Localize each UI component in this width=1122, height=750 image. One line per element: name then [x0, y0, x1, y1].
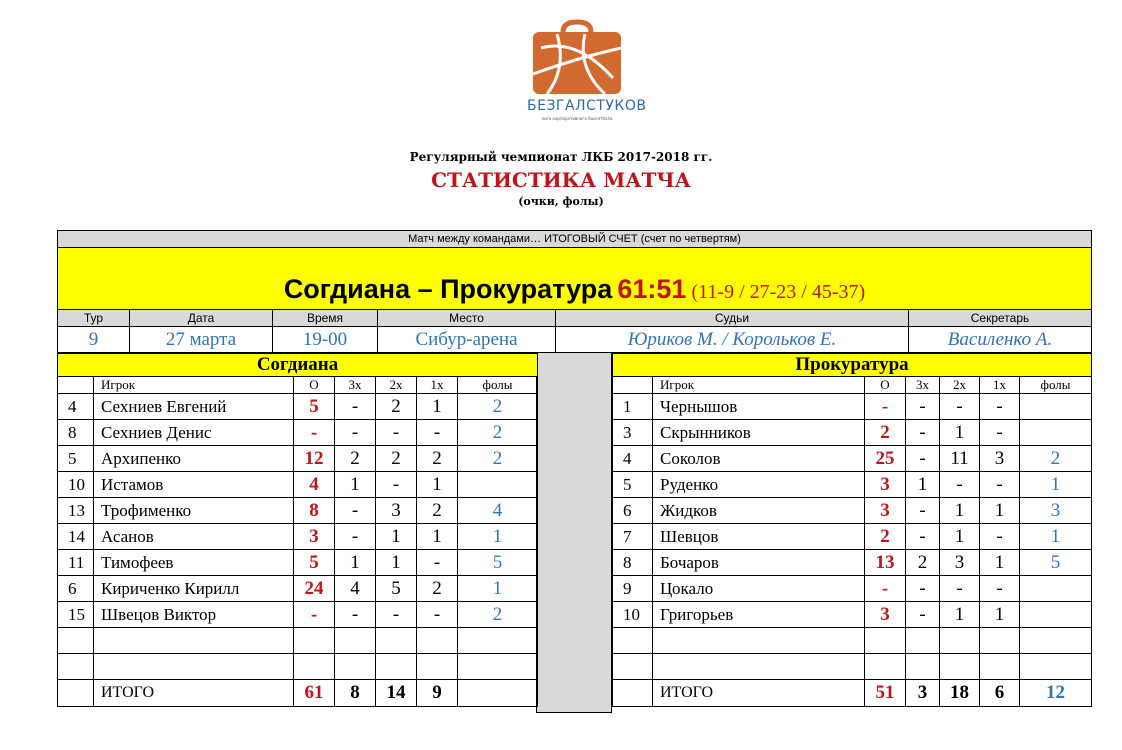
table-row: [58, 602, 538, 628]
player-three: -: [906, 498, 940, 524]
player-one: 1: [417, 524, 458, 550]
player-two: 1: [376, 550, 417, 576]
logo-tagline: лига корпоративного баскетбола: [541, 116, 613, 121]
player-points: 3: [294, 524, 335, 550]
player-points: 25: [865, 446, 906, 472]
player-number: [58, 654, 94, 680]
player-two: -: [940, 472, 980, 498]
player-name: Трофименко: [94, 498, 294, 524]
player-points: [865, 628, 906, 654]
player-two: [376, 654, 417, 680]
player-name: Бочаров: [653, 550, 865, 576]
player-one: 2: [417, 498, 458, 524]
total-one: 6: [980, 680, 1020, 707]
player-number: 6: [58, 576, 94, 602]
player-points: 2: [865, 420, 906, 446]
value-date: 27 марта: [130, 327, 273, 353]
player-points: 5: [294, 550, 335, 576]
player-name: [653, 628, 865, 654]
player-three: -: [335, 524, 376, 550]
player-name: Истамов: [94, 472, 294, 498]
player-fouls: 1: [458, 576, 538, 602]
col-number: [613, 377, 653, 394]
player-two: 1: [940, 524, 980, 550]
player-three: [906, 628, 940, 654]
table-row: [58, 420, 538, 446]
total-two: 18: [940, 680, 980, 707]
player-name: Асанов: [94, 524, 294, 550]
col-one: 1х: [980, 377, 1020, 394]
col-three: 3х: [906, 377, 940, 394]
player-number: 6: [613, 498, 653, 524]
player-three: -: [335, 602, 376, 628]
total-label: ИТОГО: [653, 680, 865, 707]
player-three: -: [906, 420, 940, 446]
player-one: 1: [980, 550, 1020, 576]
player-number: 4: [613, 446, 653, 472]
col-fouls: фолы: [458, 377, 538, 394]
player-fouls: 3: [1020, 498, 1092, 524]
player-one: [980, 654, 1020, 680]
value-venue: Сибур-арена: [378, 327, 556, 353]
player-three: 4: [335, 576, 376, 602]
player-points: -: [294, 420, 335, 446]
table-row: [613, 628, 1092, 654]
match-quarters: (11-9 / 27-23 / 45-37): [691, 281, 866, 303]
player-two: -: [376, 472, 417, 498]
player-number: [613, 628, 653, 654]
player-number: 8: [58, 420, 94, 446]
col-two: 2х: [940, 377, 980, 394]
table-row: [58, 628, 538, 654]
player-fouls: [1020, 576, 1092, 602]
player-fouls: [458, 628, 538, 654]
player-points: [294, 654, 335, 680]
col-points: О: [294, 377, 335, 394]
player-three: 1: [906, 472, 940, 498]
player-points: 8: [294, 498, 335, 524]
match-banner: Матч между командами… ИТОГОВЫЙ СЧЕТ (счет по четвертям): [58, 231, 1092, 248]
team-right-table: [612, 353, 1092, 707]
player-name: Сехниев Евгений: [94, 394, 294, 420]
table-row: [613, 576, 1092, 602]
player-name: Швецов Виктор: [94, 602, 294, 628]
player-fouls: [458, 472, 538, 498]
player-fouls: 1: [458, 524, 538, 550]
team-left-total-row: [58, 680, 538, 707]
player-points: 24: [294, 576, 335, 602]
player-two: 3: [376, 498, 417, 524]
player-name: Скрынников: [653, 420, 865, 446]
col-player: Игрок: [653, 377, 865, 394]
player-name: Шевцов: [653, 524, 865, 550]
player-points: 3: [865, 498, 906, 524]
value-referees: Юриков М. / Корольков Е.: [556, 327, 909, 353]
player-one: 3: [980, 446, 1020, 472]
match-score-line: [58, 248, 1092, 310]
table-row: [613, 446, 1092, 472]
table-row: [58, 550, 538, 576]
player-name: [94, 654, 294, 680]
table-row: [58, 472, 538, 498]
player-number: [613, 654, 653, 680]
table-row: [58, 394, 538, 420]
total-number: [58, 680, 94, 707]
total-three: 8: [335, 680, 376, 707]
player-two: 1: [376, 524, 417, 550]
player-fouls: 2: [1020, 446, 1092, 472]
player-name: Архипенко: [94, 446, 294, 472]
player-points: 4: [294, 472, 335, 498]
player-one: -: [417, 420, 458, 446]
total-fouls: 12: [1020, 680, 1092, 707]
table-row: [58, 576, 538, 602]
table-row: [613, 550, 1092, 576]
total-label: ИТОГО: [94, 680, 294, 707]
player-one: 2: [417, 576, 458, 602]
player-name: Цокало: [653, 576, 865, 602]
player-number: [58, 628, 94, 654]
player-two: [940, 628, 980, 654]
player-points: [294, 628, 335, 654]
player-number: 7: [613, 524, 653, 550]
championship-title: Регулярный чемпионат ЛКБ 2017-2018 гг.: [409, 150, 713, 164]
total-number: [613, 680, 653, 707]
player-number: 13: [58, 498, 94, 524]
player-number: 1: [613, 394, 653, 420]
player-points: 3: [865, 472, 906, 498]
player-three: -: [335, 420, 376, 446]
player-two: 2: [376, 394, 417, 420]
player-one: [417, 654, 458, 680]
table-row: [613, 524, 1092, 550]
table-row: [58, 498, 538, 524]
total-three: 3: [906, 680, 940, 707]
player-one: 1: [417, 394, 458, 420]
col-two: 2х: [376, 377, 417, 394]
player-two: 3: [940, 550, 980, 576]
player-one: 1: [980, 498, 1020, 524]
player-two: 1: [940, 420, 980, 446]
table-row: [613, 420, 1092, 446]
player-fouls: 5: [458, 550, 538, 576]
player-number: 10: [613, 602, 653, 628]
total-points: 51: [865, 680, 906, 707]
player-name: Григорьев: [653, 602, 865, 628]
report-title-block: [0, 148, 1122, 210]
player-fouls: 2: [458, 446, 538, 472]
label-secretary: Секретарь: [909, 310, 1092, 327]
player-fouls: [1020, 628, 1092, 654]
basketball-bag-icon: [527, 18, 627, 98]
player-name: Руденко: [653, 472, 865, 498]
player-two: 1: [940, 498, 980, 524]
player-three: 1: [335, 550, 376, 576]
player-three: 1: [335, 472, 376, 498]
player-two: [940, 654, 980, 680]
value-secretary: Василенко А.: [909, 327, 1092, 353]
player-two: -: [940, 394, 980, 420]
player-three: -: [906, 602, 940, 628]
player-one: [980, 628, 1020, 654]
player-fouls: [1020, 602, 1092, 628]
player-three: [335, 628, 376, 654]
player-number: 15: [58, 602, 94, 628]
player-points: [865, 654, 906, 680]
player-three: 2: [906, 550, 940, 576]
player-fouls: 5: [1020, 550, 1092, 576]
player-fouls: 1: [1020, 472, 1092, 498]
player-three: -: [906, 446, 940, 472]
player-one: -: [980, 420, 1020, 446]
col-player: Игрок: [94, 377, 294, 394]
player-one: 2: [417, 446, 458, 472]
player-points: -: [865, 576, 906, 602]
player-fouls: [1020, 654, 1092, 680]
player-two: -: [376, 602, 417, 628]
player-fouls: 4: [458, 498, 538, 524]
label-date: Дата: [130, 310, 273, 327]
player-fouls: 2: [458, 394, 538, 420]
report-subtitle: (очки, фолы): [518, 195, 604, 208]
total-points: 61: [294, 680, 335, 707]
match-teams: Согдиана – Прокуратура: [283, 274, 613, 304]
player-points: 3: [865, 602, 906, 628]
player-two: 5: [376, 576, 417, 602]
player-three: [335, 654, 376, 680]
player-number: 10: [58, 472, 94, 498]
value-time: 19-00: [273, 327, 378, 353]
player-name: Тимофеев: [94, 550, 294, 576]
player-fouls: [458, 654, 538, 680]
player-fouls: [1020, 394, 1092, 420]
table-row: [613, 498, 1092, 524]
player-name: Соколов: [653, 446, 865, 472]
report-title: СТАТИСТИКА МАТЧА: [431, 168, 691, 192]
player-three: -: [335, 498, 376, 524]
player-one: 1: [417, 472, 458, 498]
player-points: -: [865, 394, 906, 420]
table-row: [613, 602, 1092, 628]
label-round: Тур: [58, 310, 130, 327]
label-time: Время: [273, 310, 378, 327]
player-three: -: [906, 394, 940, 420]
team-left-table: [57, 353, 538, 707]
total-one: 9: [417, 680, 458, 707]
col-points: О: [865, 377, 906, 394]
team-right-name: Прокуратура: [613, 354, 1092, 377]
player-one: -: [980, 472, 1020, 498]
player-name: Кириченко Кирилл: [94, 576, 294, 602]
player-one: 1: [980, 602, 1020, 628]
table-row: [613, 654, 1092, 680]
player-one: -: [980, 394, 1020, 420]
player-three: 2: [335, 446, 376, 472]
player-one: -: [417, 550, 458, 576]
label-venue: Место: [378, 310, 556, 327]
player-number: 8: [613, 550, 653, 576]
player-number: 4: [58, 394, 94, 420]
player-fouls: [1020, 420, 1092, 446]
player-three: [906, 654, 940, 680]
player-name: Чернышов: [653, 394, 865, 420]
team-left-name: Согдиана: [58, 354, 538, 377]
player-two: 11: [940, 446, 980, 472]
player-one: [417, 628, 458, 654]
player-two: 1: [940, 602, 980, 628]
player-name: [94, 628, 294, 654]
player-number: 11: [58, 550, 94, 576]
player-name: Сехниев Денис: [94, 420, 294, 446]
player-one: -: [417, 602, 458, 628]
player-one: -: [980, 524, 1020, 550]
total-two: 14: [376, 680, 417, 707]
logo-name: БЕЗГАЛСТУКОВ: [527, 98, 647, 114]
player-points: 5: [294, 394, 335, 420]
player-points: 13: [865, 550, 906, 576]
match-info-table: [57, 230, 1092, 353]
col-fouls: фолы: [1020, 377, 1092, 394]
player-fouls: 2: [458, 420, 538, 446]
player-three: -: [335, 394, 376, 420]
player-points: 2: [865, 524, 906, 550]
player-three: -: [906, 576, 940, 602]
league-logo: [527, 18, 647, 126]
player-fouls: 1: [1020, 524, 1092, 550]
player-three: -: [906, 524, 940, 550]
player-number: 5: [613, 472, 653, 498]
player-two: 2: [376, 446, 417, 472]
table-row: [613, 472, 1092, 498]
label-referees: Судьи: [556, 310, 909, 327]
player-points: 12: [294, 446, 335, 472]
table-row: [58, 446, 538, 472]
total-fouls: [458, 680, 538, 707]
player-number: 9: [613, 576, 653, 602]
table-row: [613, 394, 1092, 420]
player-one: -: [980, 576, 1020, 602]
player-name: Жидков: [653, 498, 865, 524]
col-three: 3х: [335, 377, 376, 394]
table-separator: [536, 353, 612, 713]
player-two: [376, 628, 417, 654]
player-number: 5: [58, 446, 94, 472]
player-points: -: [294, 602, 335, 628]
player-fouls: 2: [458, 602, 538, 628]
player-number: 14: [58, 524, 94, 550]
table-row: [58, 524, 538, 550]
match-score: 61:51: [617, 274, 687, 304]
team-right-total-row: [613, 680, 1092, 707]
player-number: 3: [613, 420, 653, 446]
col-number: [58, 377, 94, 394]
player-two: -: [376, 420, 417, 446]
player-name: [653, 654, 865, 680]
table-row: [58, 654, 538, 680]
value-round: 9: [58, 327, 130, 353]
col-one: 1х: [417, 377, 458, 394]
player-two: -: [940, 576, 980, 602]
